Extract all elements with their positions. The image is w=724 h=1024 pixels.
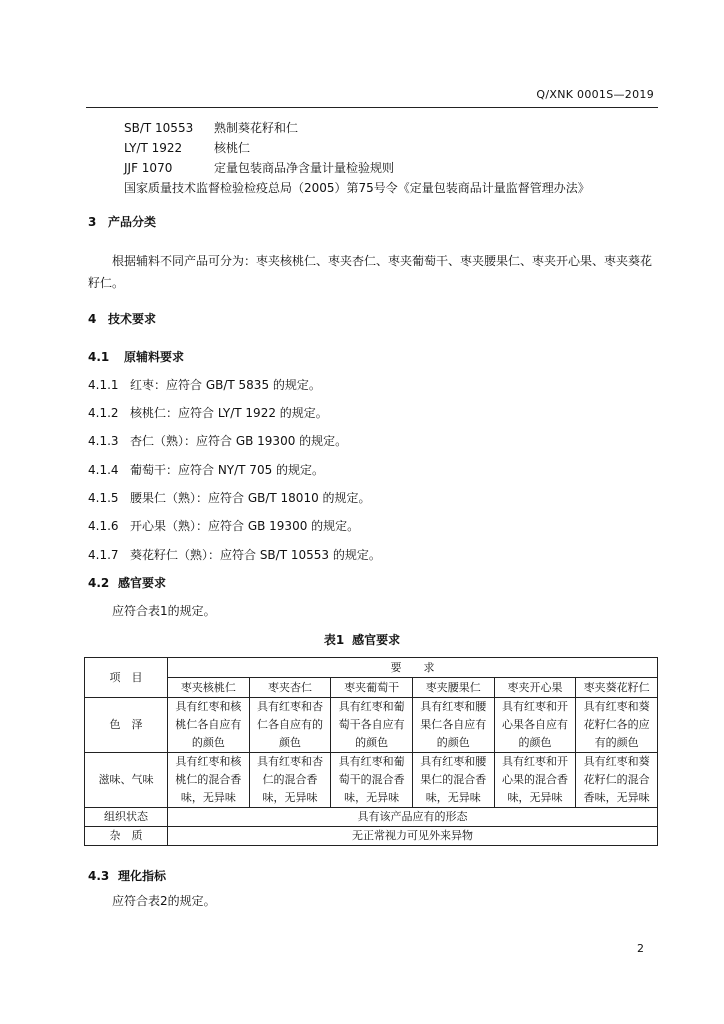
- merged-cell: 具有该产品应有的形态: [168, 808, 658, 827]
- sensory-requirements-table: [84, 657, 658, 846]
- table-row: [85, 753, 658, 808]
- table-cell: 具有红枣和开 心果的混合香 味，无异味: [494, 753, 576, 808]
- clause-text: 核桃仁：应符合 LY/T 1922 的规定。: [130, 406, 328, 420]
- section-number: 4.3: [88, 869, 110, 883]
- table-subheader-row: [85, 678, 658, 698]
- table-cell: 具有红枣和葡 萄干的混合香 味，无异味: [331, 753, 413, 808]
- section-4-2-text: 应符合表1的规定。: [112, 604, 216, 618]
- reference-code: JJF 1070: [124, 161, 173, 175]
- clause-number: 4.1.1: [88, 378, 119, 392]
- table-cell: 具有红枣和腰 果仁的混合香 味，无异味: [412, 753, 494, 808]
- clause-number: 4.1.3: [88, 434, 119, 448]
- item-header: 项 目: [85, 658, 168, 698]
- reference-title: 熟制葵花籽和仁: [214, 121, 299, 135]
- clause-4-1-7: [88, 546, 381, 563]
- clause-number: 4.1.7: [88, 548, 119, 562]
- reference-item: [124, 158, 590, 178]
- table-row: [85, 808, 658, 827]
- table-cell: 具有红枣和腰 果仁各自应有 的颜色: [412, 698, 494, 753]
- table-1-caption: [0, 631, 724, 648]
- clause-4-1-3: [88, 432, 347, 449]
- section-title: 产品分类: [108, 215, 157, 229]
- reference-regulation: 国家质量技术监督检验检疫总局（2005）第75号令《定量包装商品计量监督管理办法》: [124, 181, 590, 195]
- column-header: 枣夹开心果: [494, 678, 576, 698]
- clause-4-1-2: [88, 404, 328, 421]
- section-number: 3: [88, 215, 97, 229]
- clause-text: 开心果（熟）：应符合 GB 19300 的规定。: [130, 519, 360, 533]
- reference-title: 核桃仁: [214, 141, 251, 155]
- clause-text: 葡萄干：应符合 NY/T 705 的规定。: [130, 463, 325, 477]
- column-header: 枣夹葵花籽仁: [576, 678, 658, 698]
- reference-item: [124, 138, 590, 158]
- table-title: 感官要求: [352, 633, 401, 647]
- section-4-3-heading: [88, 867, 166, 884]
- table-header-row: [85, 658, 658, 678]
- reference-title: 定量包装商品净含量计量检验规则: [214, 161, 395, 175]
- clause-text: 葵花籽仁（熟）：应符合 SB/T 10553 的规定。: [130, 548, 381, 562]
- table-cell: 具有红枣和葵 花籽仁的混合 香味，无异味: [576, 753, 658, 808]
- standard-code: Q/XNK 0001S—2019: [536, 88, 654, 101]
- clause-text: 杏仁（熟）：应符合 GB 19300 的规定。: [130, 434, 348, 448]
- reference-item: [124, 118, 590, 138]
- section-4-3-text: 应符合表2的规定。: [112, 894, 216, 908]
- clause-text: 腰果仁（熟）：应符合 GB/T 18010 的规定。: [130, 491, 371, 505]
- row-item: 滋味、气味: [85, 753, 168, 808]
- page-number: 2: [637, 942, 644, 955]
- section-number: 4: [88, 312, 97, 326]
- requirements-header: 要 求: [168, 658, 658, 678]
- header-divider: [86, 107, 658, 108]
- table-cell: 具有红枣和开 心果各自应有 的颜色: [494, 698, 576, 753]
- section-3-heading: [88, 213, 156, 230]
- clause-text: 红枣：应符合 GB/T 5835 的规定。: [130, 378, 321, 392]
- table-cell: 具有红枣和杏 仁各自应有的 颜色: [249, 698, 331, 753]
- reference-code: SB/T 10553: [124, 121, 194, 135]
- section-3-text: 根据辅料不同产品可分为：枣夹核桃仁、枣夹杏仁、枣夹葡萄干、枣夹腰果仁、枣夹开心果、枣夹葵花籽仁。: [88, 254, 653, 290]
- table-cell: 具有红枣和葵 花籽仁各的应 有的颜色: [576, 698, 658, 753]
- column-header: 枣夹核桃仁: [168, 678, 250, 698]
- table-cell: 具有红枣和杏 仁的混合香 味，无异味: [249, 753, 331, 808]
- merged-cell: 无正常视力可见外来异物: [168, 827, 658, 846]
- table-cell: 具有红枣和葡 萄干各自应有 的颜色: [331, 698, 413, 753]
- section-number: 4.1: [88, 350, 110, 364]
- section-4-1-heading: [88, 348, 184, 365]
- table-cell: 具有红枣和核 桃仁的混合香 味，无异味: [168, 753, 250, 808]
- column-header: 枣夹杏仁: [249, 678, 331, 698]
- clause-number: 4.1.5: [88, 491, 119, 505]
- clause-number: 4.1.2: [88, 406, 119, 420]
- section-title: 感官要求: [118, 576, 167, 590]
- row-item: 组织状态: [85, 808, 168, 827]
- normative-references: [124, 118, 590, 198]
- clause-4-1-5: [88, 489, 371, 506]
- row-item: 色 泽: [85, 698, 168, 753]
- section-title: 原辅料要求: [124, 350, 185, 364]
- section-4-2-heading: [88, 574, 166, 591]
- table-row: [85, 698, 658, 753]
- table-row: [85, 827, 658, 846]
- section-number: 4.2: [88, 576, 110, 590]
- clause-4-1-4: [88, 461, 324, 478]
- reference-code: LY/T 1922: [124, 141, 183, 155]
- clause-number: 4.1.4: [88, 463, 119, 477]
- table-cell: 具有红枣和核 桃仁各自应有 的颜色: [168, 698, 250, 753]
- row-item: 杂 质: [85, 827, 168, 846]
- clause-4-1-6: [88, 517, 359, 534]
- clause-4-1-1: [88, 376, 321, 393]
- section-title: 技术要求: [108, 312, 157, 326]
- section-title: 理化指标: [118, 869, 167, 883]
- column-header: 枣夹腰果仁: [412, 678, 494, 698]
- clause-number: 4.1.6: [88, 519, 119, 533]
- column-header: 枣夹葡萄干: [331, 678, 413, 698]
- section-4-heading: [88, 310, 156, 327]
- table-label: 表1: [323, 633, 345, 647]
